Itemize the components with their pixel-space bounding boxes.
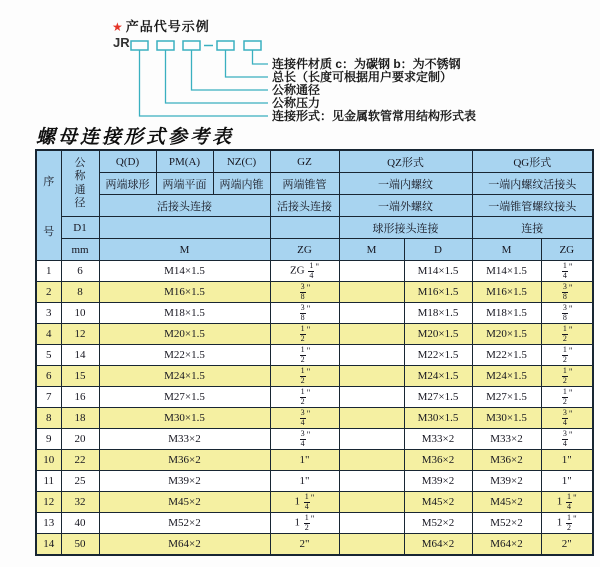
- cell-serial: 8: [36, 408, 61, 429]
- cell-qg-zg: $\frac{1}{2}$ ": [541, 387, 593, 408]
- cell-qz-m: [339, 492, 404, 513]
- cell-serial: 4: [36, 324, 61, 345]
- product-code-heading-text: 产品代号示例: [125, 19, 210, 34]
- table-row: [36, 408, 593, 429]
- header-qg-m: M: [472, 239, 541, 261]
- header-pm: PM(A): [156, 150, 213, 173]
- code-box-3: [183, 41, 200, 50]
- leader-lines: [140, 50, 269, 116]
- diagram-label-pressure: 公称压力: [272, 95, 321, 110]
- header-d1: D1: [61, 217, 99, 239]
- cell-serial: 5: [36, 345, 61, 366]
- cell-qz-d: M20×1.5: [404, 324, 472, 345]
- cell-qg-zg: 1 $\frac{1}{2}$ ": [541, 513, 593, 534]
- header-qz-d: D: [404, 239, 472, 261]
- cell-qz-d: M18×1.5: [404, 303, 472, 324]
- cell-dn-mm: 18: [61, 408, 99, 429]
- cell-m-thread: M30×1.5: [99, 408, 270, 429]
- diagram-label-connection: 连接形式：见金属软管常用结构形式表: [272, 108, 477, 123]
- cell-qg-m: M22×1.5: [472, 345, 541, 366]
- header-m-unit: M: [99, 239, 270, 261]
- cell-qz-d: M27×1.5: [404, 387, 472, 408]
- table-row: [36, 345, 593, 366]
- header-qz-sub1: 一端内螺纹: [339, 173, 472, 195]
- cell-m-thread: M45×2: [99, 492, 270, 513]
- cell-qz-m: [339, 471, 404, 492]
- header-blank-1: [99, 217, 270, 239]
- cell-qg-zg: $\frac{3}{4}$ ": [541, 408, 593, 429]
- header-nz-sub: 两端内锥: [213, 173, 270, 195]
- cell-dn-mm: 6: [61, 261, 99, 282]
- star-icon: ★: [112, 20, 124, 34]
- cell-qz-m: [339, 261, 404, 282]
- cell-gz-zg: 1 $\frac{1}{4}$ ": [270, 492, 339, 513]
- header-pm-sub: 两端平面: [156, 173, 213, 195]
- cell-qg-zg: 2": [541, 534, 593, 556]
- cell-gz-zg: 2": [270, 534, 339, 556]
- cell-m-thread: M52×2: [99, 513, 270, 534]
- cell-qz-d: M14×1.5: [404, 261, 472, 282]
- table-row: [36, 429, 593, 450]
- header-nominal-diameter: 公 称 通 径: [61, 150, 99, 217]
- table-row: [36, 261, 593, 282]
- cell-qg-zg: 1": [541, 471, 593, 492]
- cell-serial: 9: [36, 429, 61, 450]
- code-boxes: [131, 41, 261, 50]
- header-union-connection: 活接头连接: [99, 195, 270, 217]
- cell-serial: 3: [36, 303, 61, 324]
- cell-m-thread: M39×2: [99, 471, 270, 492]
- cell-m-thread: M20×1.5: [99, 324, 270, 345]
- nut-connection-reference-table: [35, 149, 594, 556]
- cell-m-thread: M36×2: [99, 450, 270, 471]
- cell-gz-zg: 1": [270, 450, 339, 471]
- cell-m-thread: M22×1.5: [99, 345, 270, 366]
- header-qz: QZ形式: [339, 150, 472, 173]
- header-q-sub: 两端球形: [99, 173, 156, 195]
- table-row: [36, 513, 593, 534]
- product-code-heading: [112, 16, 210, 35]
- cell-dn-mm: 32: [61, 492, 99, 513]
- cell-qz-m: [339, 513, 404, 534]
- header-gz-sub: 两端锥管: [270, 173, 339, 195]
- cell-gz-zg: $\frac{1}{2}$ ": [270, 366, 339, 387]
- cell-qz-d: M16×1.5: [404, 282, 472, 303]
- code-box-1: [131, 41, 148, 50]
- header-gz-connection: 活接头连接: [270, 195, 339, 217]
- table-row: [36, 303, 593, 324]
- table-header: [36, 150, 593, 261]
- header-zg-unit: ZG: [270, 239, 339, 261]
- header-qz-m: M: [339, 239, 404, 261]
- cell-gz-zg: 1 $\frac{1}{2}$ ": [270, 513, 339, 534]
- header-q: Q(D): [99, 150, 156, 173]
- cell-qz-m: [339, 408, 404, 429]
- diagram-label-material: 连接件材质 c：为碳钢 b：为不锈钢: [272, 56, 461, 71]
- cell-gz-zg: 1": [270, 471, 339, 492]
- cell-dn-mm: 10: [61, 303, 99, 324]
- cell-qz-m: [339, 303, 404, 324]
- cell-qg-m: M20×1.5: [472, 324, 541, 345]
- cell-dn-mm: 40: [61, 513, 99, 534]
- cell-m-thread: M18×1.5: [99, 303, 270, 324]
- table-row: [36, 492, 593, 513]
- cell-qg-zg: 1 $\frac{1}{4}$ ": [541, 492, 593, 513]
- cell-qg-m: M14×1.5: [472, 261, 541, 282]
- cell-dn-mm: 20: [61, 429, 99, 450]
- table-body: [36, 261, 593, 556]
- cell-qg-m: M64×2: [472, 534, 541, 556]
- cell-qz-m: [339, 345, 404, 366]
- cell-dn-mm: 14: [61, 345, 99, 366]
- cell-qg-zg: $\frac{3}{4}$ ": [541, 429, 593, 450]
- code-box-5: [244, 41, 261, 50]
- header-blank-2: [270, 217, 339, 239]
- code-box-2: [157, 41, 174, 50]
- cell-dn-mm: 22: [61, 450, 99, 471]
- cell-qz-d: M30×1.5: [404, 408, 472, 429]
- header-qg-zg: ZG: [541, 239, 593, 261]
- header-nz: NZ(C): [213, 150, 270, 173]
- cell-qg-m: M16×1.5: [472, 282, 541, 303]
- header-qg-sub1: 一端内螺纹活接头: [472, 173, 593, 195]
- cell-gz-zg: $\frac{1}{2}$ ": [270, 345, 339, 366]
- cell-dn-mm: 15: [61, 366, 99, 387]
- cell-serial: 2: [36, 282, 61, 303]
- table-row: [36, 534, 593, 556]
- cell-qz-d: M39×2: [404, 471, 472, 492]
- cell-qg-zg: $\frac{1}{2}$ ": [541, 345, 593, 366]
- cell-qz-d: M22×1.5: [404, 345, 472, 366]
- cell-dn-mm: 25: [61, 471, 99, 492]
- cell-serial: 7: [36, 387, 61, 408]
- cell-gz-zg: $\frac{1}{2}$ ": [270, 387, 339, 408]
- cell-serial: 14: [36, 534, 61, 556]
- cell-qz-d: M33×2: [404, 429, 472, 450]
- header-qz-sub2: 一端外螺纹: [339, 195, 472, 217]
- cell-serial: 12: [36, 492, 61, 513]
- cell-qz-m: [339, 366, 404, 387]
- header-mm: mm: [61, 239, 99, 261]
- cell-serial: 13: [36, 513, 61, 534]
- table-row: [36, 387, 593, 408]
- header-serial: 序 号: [36, 150, 61, 261]
- cell-m-thread: M16×1.5: [99, 282, 270, 303]
- code-prefix: JR: [113, 35, 130, 50]
- table-row: [36, 450, 593, 471]
- cell-qg-zg: $\frac{1}{2}$ ": [541, 366, 593, 387]
- cell-gz-zg: $\frac{3}{8}$ ": [270, 303, 339, 324]
- cell-m-thread: M27×1.5: [99, 387, 270, 408]
- cell-qg-m: M18×1.5: [472, 303, 541, 324]
- cell-serial: 1: [36, 261, 61, 282]
- cell-qg-m: M24×1.5: [472, 366, 541, 387]
- cell-serial: 6: [36, 366, 61, 387]
- diagram-label-length: 总长（长度可根据用户要求定制）: [272, 69, 453, 84]
- diagram-label-diameter: 公称通径: [272, 82, 321, 97]
- cell-qz-d: M36×2: [404, 450, 472, 471]
- cell-qz-m: [339, 282, 404, 303]
- cell-serial: 11: [36, 471, 61, 492]
- cell-qg-zg: $\frac{1}{4}$ ": [541, 261, 593, 282]
- cell-m-thread: M24×1.5: [99, 366, 270, 387]
- cell-qz-m: [339, 324, 404, 345]
- cell-m-thread: M14×1.5: [99, 261, 270, 282]
- cell-dn-mm: 8: [61, 282, 99, 303]
- cell-qz-d: M52×2: [404, 513, 472, 534]
- cell-gz-zg: $\frac{3}{4}$ ": [270, 429, 339, 450]
- header-qg: QG形式: [472, 150, 593, 173]
- table-title: 螺母连接形式参考表: [36, 127, 235, 148]
- cell-m-thread: M33×2: [99, 429, 270, 450]
- cell-qz-m: [339, 387, 404, 408]
- cell-dn-mm: 50: [61, 534, 99, 556]
- cell-gz-zg: $\frac{1}{2}$ ": [270, 324, 339, 345]
- header-qg-sub2: 一端锥管螺纹接头: [472, 195, 593, 217]
- cell-m-thread: M64×2: [99, 534, 270, 556]
- cell-gz-zg: ZG $\frac{1}{4}$ ": [270, 261, 339, 282]
- cell-qg-zg: $\frac{3}{8}$ ": [541, 303, 593, 324]
- table-row: [36, 366, 593, 387]
- cell-qg-zg: 1": [541, 450, 593, 471]
- table-row: [36, 471, 593, 492]
- cell-qg-m: M27×1.5: [472, 387, 541, 408]
- header-qz-sub3: 球形接头连接: [339, 217, 472, 239]
- cell-qg-m: M36×2: [472, 450, 541, 471]
- table-row: [36, 324, 593, 345]
- header-qg-sub3: 连接: [472, 217, 593, 239]
- cell-qg-m: M39×2: [472, 471, 541, 492]
- cell-qz-m: [339, 450, 404, 471]
- cell-dn-mm: 16: [61, 387, 99, 408]
- cell-qz-m: [339, 429, 404, 450]
- cell-qg-m: M52×2: [472, 513, 541, 534]
- cell-dn-mm: 12: [61, 324, 99, 345]
- cell-qg-zg: $\frac{3}{8}$ ": [541, 282, 593, 303]
- cell-serial: 10: [36, 450, 61, 471]
- cell-qg-m: M45×2: [472, 492, 541, 513]
- cell-gz-zg: $\frac{3}{4}$ ": [270, 408, 339, 429]
- cell-qz-d: M24×1.5: [404, 366, 472, 387]
- cell-qz-d: M64×2: [404, 534, 472, 556]
- table-row: [36, 282, 593, 303]
- header-gz: GZ: [270, 150, 339, 173]
- cell-qg-m: M33×2: [472, 429, 541, 450]
- code-box-4: [217, 41, 234, 50]
- cell-qz-m: [339, 534, 404, 556]
- cell-gz-zg: $\frac{3}{8}$ ": [270, 282, 339, 303]
- cell-qg-zg: $\frac{1}{2}$ ": [541, 324, 593, 345]
- cell-qg-m: M30×1.5: [472, 408, 541, 429]
- cell-qz-d: M45×2: [404, 492, 472, 513]
